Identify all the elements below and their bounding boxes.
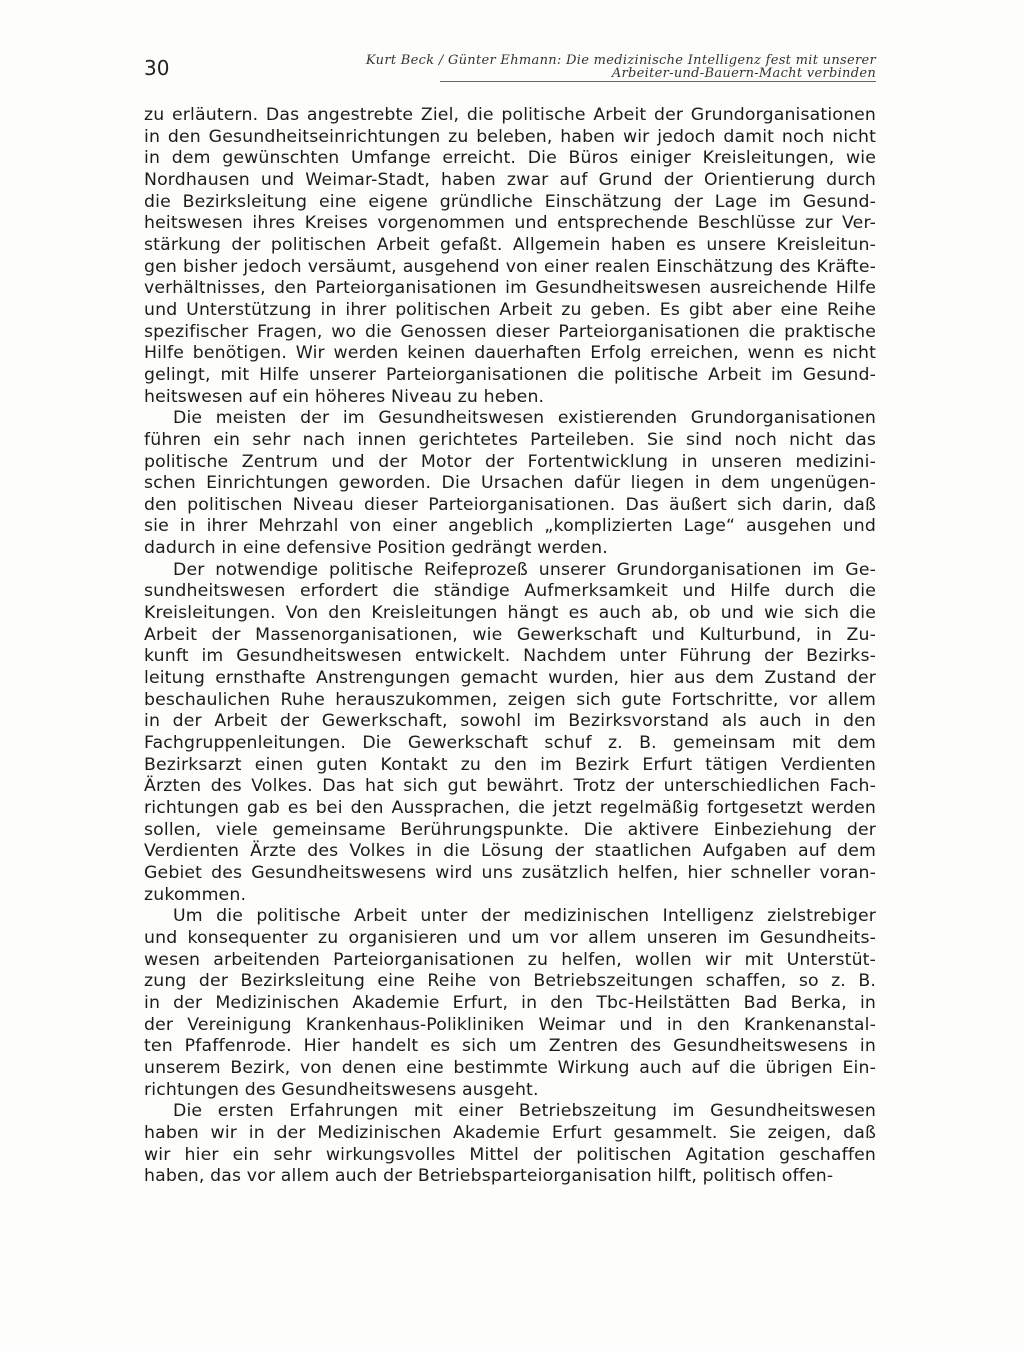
text-line: stärkung der politischen Arbeit gefaßt. Allgemein haben es unsere Kreisleitun- xyxy=(144,234,876,255)
text-line: Kreisleitungen. Von den Kreisleitungen hängt es auch ab, ob und wie sich die xyxy=(144,603,876,624)
paragraph xyxy=(144,906,876,1101)
text-line: Nordhausen und Weimar-Stadt, haben zwar auf Grund der Orientierung durch xyxy=(144,169,876,190)
running-head-line: Kurt Beck / Günter Ehmann: Die medizinische Intelligenz fest mit unserer xyxy=(365,53,876,68)
header-rule xyxy=(440,81,876,82)
body-text xyxy=(144,105,876,1188)
text-line: führen ein sehr nach innen gerichtetes Parteileben. Sie sind noch nicht das xyxy=(144,429,876,450)
text-line: und Unterstützung in ihrer politischen Arbeit zu geben. Es gibt aber eine Reihe xyxy=(144,299,876,320)
text-line: Verdienten Ärzte des Volkes in die Lösung der staatlichen Aufgaben auf dem xyxy=(144,841,876,862)
text-line: sundheitswesen erfordert die ständige Aufmerksamkeit und Hilfe durch die xyxy=(144,581,876,602)
text-line: Fachgruppenleitungen. Die Gewerkschaft schuf z. B. gemeinsam mit dem xyxy=(144,733,876,754)
text-line: haben, das vor allem auch der Betriebsparteiorganisation hilft, politisch offen- xyxy=(144,1166,834,1187)
text-line: Die ersten Erfahrungen mit einer Betriebszeitung im Gesundheitswesen xyxy=(173,1101,876,1122)
text-line: wesen arbeitenden Parteiorganisationen zu helfen, wollen wir mit Unterstüt- xyxy=(144,949,876,970)
text-line: verhältnisses, den Parteiorganisationen im Gesundheitswesen ausreichende Hilfe xyxy=(144,278,876,299)
paragraph xyxy=(144,105,876,408)
text-line: ten Pfaffenrode. Hier handelt es sich um Zentren des Gesundheitswesens in xyxy=(144,1036,876,1057)
text-line: Um die politische Arbeit unter der medizinischen Intelligenz zielstrebiger xyxy=(173,906,876,927)
text-line: in dem gewünschten Umfange erreicht. Die Büros einiger Kreisleitungen, wie xyxy=(144,148,876,169)
text-line: und konsequenter zu organisieren und um vor allem unseren im Gesundheits- xyxy=(144,927,876,948)
text-line: haben wir in der Medizinischen Akademie Erfurt gesammelt. Sie zeigen, daß xyxy=(144,1122,876,1143)
running-head-line: Arbeiter-und-Bauern-Macht verbinden xyxy=(611,66,876,81)
text-line: wir hier ein sehr wirkungsvolles Mittel der politischen Agitation geschaffen xyxy=(144,1144,876,1165)
page-header xyxy=(144,54,876,86)
text-line: sollen, viele gemeinsame Berührungspunkte. Die aktivere Einbeziehung der xyxy=(144,819,876,840)
text-line: unserem Bezirk, von denen eine bestimmte Wirkung auch auf die übrigen Ein- xyxy=(144,1057,876,1078)
text-line: Hilfe benötigen. Wir werden keinen dauerhaften Erfolg erreichen, wenn es nicht xyxy=(144,343,876,364)
text-line: gen bisher jedoch versäumt, ausgehend von einer realen Einschätzung des Kräfte- xyxy=(144,256,876,277)
text-line: den politischen Niveau dieser Parteiorganisationen. Das äußert sich darin, daß xyxy=(144,494,876,515)
text-line: Arbeit der Massenorganisationen, wie Gewerkschaft und Kulturbund, in Zu- xyxy=(144,624,876,645)
running-head xyxy=(276,54,876,80)
text-line: politische Zentrum und der Motor der Fortentwicklung in unseren medizini- xyxy=(144,451,876,472)
text-line: zukommen. xyxy=(144,884,247,905)
text-line: in der Medizinischen Akademie Erfurt, in den Tbc-Heilstätten Bad Berka, in xyxy=(144,992,876,1013)
text-line: heitswesen auf ein höheres Niveau zu heben. xyxy=(144,386,545,407)
text-line: kunft im Gesundheitswesen entwickelt. Nachdem unter Führung der Bezirks- xyxy=(144,646,876,667)
text-line: Der notwendige politische Reifeprozeß unserer Grundorganisationen im Ge- xyxy=(173,559,876,580)
text-line: leitung ernsthafte Anstrengungen gemacht wurden, hier aus dem Zustand der xyxy=(144,668,876,689)
text-line: richtungen gab es bei den Aussprachen, die jetzt regelmäßig fortgesetzt werden xyxy=(144,798,876,818)
text-line: Ärzten des Volkes. Das hat sich gut bewährt. Trotz der unterschiedlichen Fach- xyxy=(144,776,876,797)
paragraph xyxy=(144,1101,876,1188)
text-line: Gebiet des Gesundheitswesens wird uns zusätzlich helfen, hier schneller voran- xyxy=(144,862,876,883)
text-line: zung der Bezirksleitung eine Reihe von Betriebszeitungen schaffen, so z. B. xyxy=(144,971,876,992)
text-line: dadurch in eine defensive Position gedrängt werden. xyxy=(144,538,608,559)
text-line: richtungen des Gesundheitswesens ausgeht. xyxy=(144,1079,539,1100)
text-line: in der Arbeit der Gewerkschaft, sowohl im Bezirksvorstand als auch in den xyxy=(144,711,876,732)
text-line: die Bezirksleitung eine eigene gründliche Einschätzung der Lage im Gesund- xyxy=(144,191,876,212)
text-line: in den Gesundheitseinrichtungen zu beleben, haben wir jedoch damit noch nicht xyxy=(144,126,876,147)
text-line: der Vereinigung Krankenhaus-Polikliniken Weimar und in den Krankenanstal- xyxy=(144,1014,876,1035)
text-line: spezifischer Fragen, wo die Genossen dieser Parteiorganisationen die praktische xyxy=(144,321,876,342)
paragraph xyxy=(144,560,876,907)
text-line: heitswesen ihres Kreises vorgenommen und entsprechende Beschlüsse zur Ver- xyxy=(144,213,876,234)
text-line: schen Einrichtungen geworden. Die Ursachen dafür liegen in dem ungenügen- xyxy=(144,473,876,494)
text-line: beschaulichen Ruhe herauszukommen, zeigen sich gute Fortschritte, vor allem xyxy=(144,689,876,710)
text-line: gelingt, mit Hilfe unserer Parteiorganisationen die politische Arbeit im Gesund- xyxy=(144,364,876,385)
paragraph xyxy=(144,408,876,560)
text-line: Die meisten der im Gesundheitswesen existierenden Grundorganisationen xyxy=(173,408,876,429)
text-line: zu erläutern. Das angestrebte Ziel, die politische Arbeit der Grundorganisationen xyxy=(144,105,876,125)
text-line: Bezirksarzt einen guten Kontakt zu den im Bezirk Erfurt tätigen Verdienten xyxy=(144,754,876,775)
text-line: sie in ihrer Mehrzahl von einer angeblich „komplizierten Lage“ ausgehen und xyxy=(144,516,876,537)
page-number: 30 xyxy=(144,56,170,80)
